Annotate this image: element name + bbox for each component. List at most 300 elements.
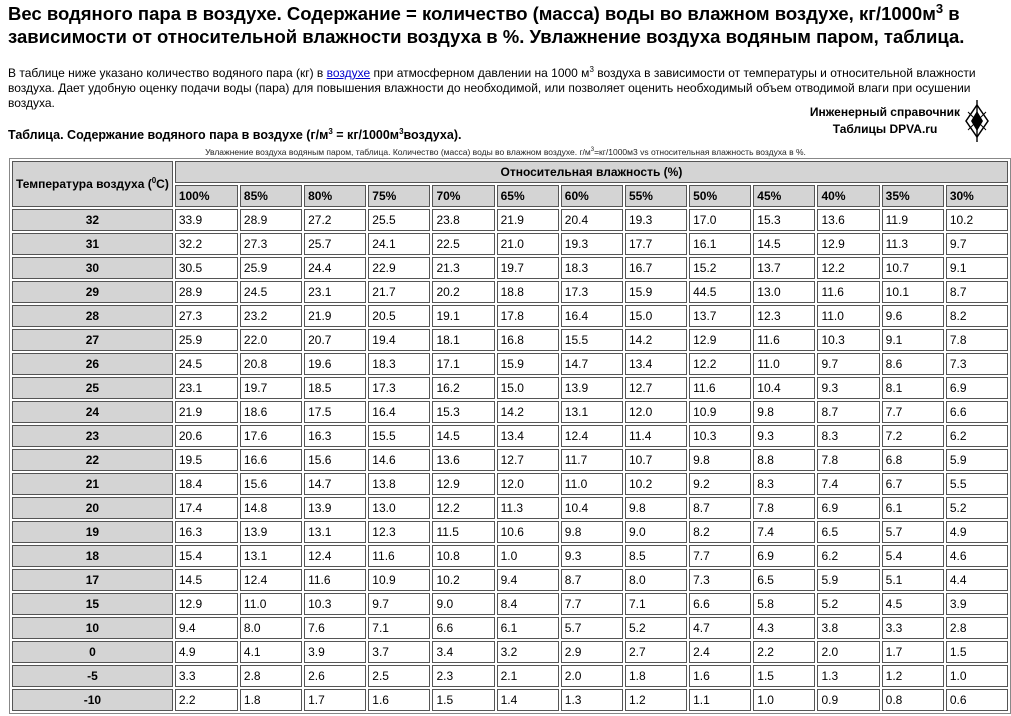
value-cell: 2.2 (753, 641, 815, 663)
value-cell: 16.4 (368, 401, 430, 423)
value-cell: 19.3 (625, 209, 687, 231)
value-cell: 9.8 (689, 449, 751, 471)
value-cell: 10.2 (432, 569, 494, 591)
value-cell: 13.1 (304, 521, 366, 543)
value-cell: 17.4 (175, 497, 238, 519)
value-cell: 10.3 (689, 425, 751, 447)
value-cell: 3.3 (882, 617, 944, 639)
value-cell: 10.6 (497, 521, 559, 543)
value-cell: 17.1 (432, 353, 494, 375)
value-cell: 0.6 (946, 689, 1008, 711)
table-row (12, 449, 1008, 471)
value-cell: 10.4 (753, 377, 815, 399)
value-cell: 13.9 (304, 497, 366, 519)
table-row (12, 281, 1008, 303)
value-cell: 6.1 (882, 497, 944, 519)
value-cell: 12.3 (753, 305, 815, 327)
value-cell: 11.7 (561, 449, 623, 471)
value-cell: 17.3 (368, 377, 430, 399)
value-cell: 16.6 (240, 449, 302, 471)
value-cell: 1.0 (497, 545, 559, 567)
value-cell: 9.6 (882, 305, 944, 327)
value-cell: 11.6 (817, 281, 879, 303)
caption-text-3: воздуха). (403, 128, 462, 142)
temperature-cell: -5 (12, 665, 173, 687)
value-cell: 2.4 (689, 641, 751, 663)
table-row (12, 209, 1008, 231)
air-link[interactable]: воздухе (326, 66, 371, 80)
intro-superscript: 3 (589, 65, 594, 74)
value-cell: 14.2 (497, 401, 559, 423)
value-cell: 14.5 (175, 569, 238, 591)
value-cell: 5.5 (946, 473, 1008, 495)
temperature-header-text: Температура воздуха ( (16, 176, 152, 191)
value-cell: 3.4 (432, 641, 494, 663)
value-cell: 19.3 (561, 233, 623, 255)
humidity-column-header: 40% (817, 185, 879, 207)
value-cell: 9.3 (753, 425, 815, 447)
table-row (12, 353, 1008, 375)
temperature-cell: 30 (12, 257, 173, 279)
caption-text-2: = кг/1000м (332, 128, 400, 142)
table-row (12, 401, 1008, 423)
temperature-cell: 26 (12, 353, 173, 375)
value-cell: 15.6 (304, 449, 366, 471)
value-cell: 7.4 (817, 473, 879, 495)
value-cell: 9.4 (175, 617, 238, 639)
value-cell: 4.1 (240, 641, 302, 663)
value-cell: 13.9 (240, 521, 302, 543)
value-cell: 10.9 (368, 569, 430, 591)
value-cell: 3.3 (175, 665, 238, 687)
value-cell: 6.6 (946, 401, 1008, 423)
value-cell: 11.6 (689, 377, 751, 399)
value-cell: 13.4 (497, 425, 559, 447)
value-cell: 5.9 (946, 449, 1008, 471)
value-cell: 10.8 (432, 545, 494, 567)
value-cell: 25.9 (175, 329, 238, 351)
value-cell: 14.8 (240, 497, 302, 519)
value-cell: 17.7 (625, 233, 687, 255)
value-cell: 23.1 (304, 281, 366, 303)
value-cell: 8.5 (625, 545, 687, 567)
temperature-cell: 19 (12, 521, 173, 543)
value-cell: 9.3 (817, 377, 879, 399)
temperature-cell: 0 (12, 641, 173, 663)
value-cell: 20.8 (240, 353, 302, 375)
value-cell: 5.7 (561, 617, 623, 639)
value-cell: 11.3 (497, 497, 559, 519)
page-title (8, 2, 1008, 48)
temperature-cell: 21 (12, 473, 173, 495)
temperature-cell: 20 (12, 497, 173, 519)
value-cell: 5.2 (625, 617, 687, 639)
value-cell: 12.4 (304, 545, 366, 567)
table-row (12, 593, 1008, 615)
value-cell: 12.0 (497, 473, 559, 495)
value-cell: 10.2 (946, 209, 1008, 231)
value-cell: 10.7 (625, 449, 687, 471)
value-cell: 6.9 (753, 545, 815, 567)
value-cell: 17.5 (304, 401, 366, 423)
table-row (12, 425, 1008, 447)
value-cell: 17.3 (561, 281, 623, 303)
value-cell: 14.7 (561, 353, 623, 375)
value-cell: 5.4 (882, 545, 944, 567)
value-cell: 14.5 (432, 425, 494, 447)
value-cell: 6.6 (432, 617, 494, 639)
value-cell: 24.5 (240, 281, 302, 303)
value-cell: 19.1 (432, 305, 494, 327)
value-cell: 32.2 (175, 233, 238, 255)
value-cell: 1.8 (240, 689, 302, 711)
value-cell: 12.7 (625, 377, 687, 399)
value-cell: 18.6 (240, 401, 302, 423)
value-cell: 1.8 (625, 665, 687, 687)
temperature-cell: 25 (12, 377, 173, 399)
logo-line-2: Таблицы DPVA.ru (832, 122, 938, 136)
value-cell: 1.3 (561, 689, 623, 711)
value-cell: 8.2 (689, 521, 751, 543)
temperature-cell: -10 (12, 689, 173, 711)
value-cell: 17.6 (240, 425, 302, 447)
temperature-cell: 23 (12, 425, 173, 447)
humidity-column-header: 35% (882, 185, 944, 207)
dpva-logo-icon[interactable] (964, 100, 990, 142)
value-cell: 7.7 (882, 401, 944, 423)
title-text-2: в зависимости от относительной влажности воздуха в %. Увлажнение воздуха водяным паром, таблица. (8, 3, 965, 47)
value-cell: 2.1 (497, 665, 559, 687)
subcaption-text-2: =кг/1000м3 vs относительная влажность воздуха в %. (594, 147, 806, 157)
value-cell: 3.7 (368, 641, 430, 663)
value-cell: 24.1 (368, 233, 430, 255)
value-cell: 21.7 (368, 281, 430, 303)
value-cell: 23.1 (175, 377, 238, 399)
value-cell: 15.3 (753, 209, 815, 231)
value-cell: 14.5 (753, 233, 815, 255)
subcaption-text-1: Увлажнение воздуха водяным паром, таблица. Количество (масса) воды во влажном воздухе. г/м (205, 147, 591, 157)
humidity-column-header: 75% (368, 185, 430, 207)
value-cell: 6.5 (817, 521, 879, 543)
value-cell: 13.6 (432, 449, 494, 471)
value-cell: 9.0 (432, 593, 494, 615)
value-cell: 12.3 (368, 521, 430, 543)
humidity-column-header: 85% (240, 185, 302, 207)
table-body (12, 209, 1008, 711)
value-cell: 12.4 (561, 425, 623, 447)
value-cell: 8.3 (817, 425, 879, 447)
value-cell: 8.1 (882, 377, 944, 399)
intro-text-1: В таблице ниже указано количество водяного пара (кг) в (8, 66, 327, 80)
table-header-row (12, 161, 1008, 183)
value-cell: 13.1 (240, 545, 302, 567)
value-cell: 23.8 (432, 209, 494, 231)
value-cell: 9.7 (368, 593, 430, 615)
table-row (12, 665, 1008, 687)
value-cell: 6.9 (946, 377, 1008, 399)
value-cell: 8.7 (561, 569, 623, 591)
value-cell: 1.5 (432, 689, 494, 711)
table-subcaption (0, 147, 1011, 157)
value-cell: 7.8 (817, 449, 879, 471)
intro-text-2: при атмосферном давлении на 1000 м (370, 66, 590, 80)
value-cell: 1.4 (497, 689, 559, 711)
temperature-cell: 15 (12, 593, 173, 615)
value-cell: 14.2 (625, 329, 687, 351)
value-cell: 5.1 (882, 569, 944, 591)
value-cell: 13.8 (368, 473, 430, 495)
value-cell: 11.3 (882, 233, 944, 255)
value-cell: 44.5 (689, 281, 751, 303)
value-cell: 11.0 (817, 305, 879, 327)
value-cell: 10.4 (561, 497, 623, 519)
value-cell: 8.6 (882, 353, 944, 375)
value-cell: 15.0 (625, 305, 687, 327)
temperature-cell: 27 (12, 329, 173, 351)
value-cell: 11.0 (561, 473, 623, 495)
value-cell: 19.6 (304, 353, 366, 375)
value-cell: 9.1 (946, 257, 1008, 279)
value-cell: 2.9 (561, 641, 623, 663)
value-cell: 2.3 (432, 665, 494, 687)
value-cell: 7.6 (304, 617, 366, 639)
intro-text-3: воздуха в зависимости от температуры и относительной влажности воздуха. Дает удобную оценку подачи воды (пара) для повышения влажности до необходимой, или позволяет оценить необходимый объем отводимой влаги при осушении воздуха. (8, 66, 976, 110)
value-cell: 22.9 (368, 257, 430, 279)
value-cell: 15.6 (240, 473, 302, 495)
value-cell: 7.7 (689, 545, 751, 567)
value-cell: 24.5 (175, 353, 238, 375)
table-row (12, 233, 1008, 255)
value-cell: 1.6 (368, 689, 430, 711)
value-cell: 28.9 (175, 281, 238, 303)
value-cell: 16.3 (304, 425, 366, 447)
table-caption (8, 128, 461, 142)
value-cell: 9.7 (817, 353, 879, 375)
value-cell: 8.8 (753, 449, 815, 471)
value-cell: 15.0 (497, 377, 559, 399)
value-cell: 1.0 (946, 665, 1008, 687)
value-cell: 13.9 (561, 377, 623, 399)
value-cell: 2.0 (561, 665, 623, 687)
table-row (12, 473, 1008, 495)
value-cell: 10.2 (625, 473, 687, 495)
humidity-column-header: 30% (946, 185, 1008, 207)
table-row (12, 689, 1008, 711)
value-cell: 7.8 (753, 497, 815, 519)
value-cell: 21.3 (432, 257, 494, 279)
table-row (12, 329, 1008, 351)
value-cell: 14.6 (368, 449, 430, 471)
value-cell: 18.1 (432, 329, 494, 351)
value-cell: 22.5 (432, 233, 494, 255)
value-cell: 19.7 (240, 377, 302, 399)
value-cell: 12.0 (625, 401, 687, 423)
value-cell: 4.5 (882, 593, 944, 615)
value-cell: 10.3 (304, 593, 366, 615)
value-cell: 17.8 (497, 305, 559, 327)
value-cell: 12.9 (817, 233, 879, 255)
value-cell: 33.9 (175, 209, 238, 231)
value-cell: 2.5 (368, 665, 430, 687)
value-cell: 13.0 (753, 281, 815, 303)
value-cell: 18.3 (561, 257, 623, 279)
value-cell: 1.2 (625, 689, 687, 711)
value-cell: 11.0 (240, 593, 302, 615)
reference-logo-text[interactable] (800, 104, 970, 138)
humidity-header: Относительная влажность (%) (175, 161, 1008, 183)
value-cell: 8.4 (497, 593, 559, 615)
value-cell: 2.8 (946, 617, 1008, 639)
value-cell: 8.7 (817, 401, 879, 423)
value-cell: 15.3 (432, 401, 494, 423)
value-cell: 12.7 (497, 449, 559, 471)
value-cell: 11.4 (625, 425, 687, 447)
value-cell: 20.2 (432, 281, 494, 303)
value-cell: 9.2 (689, 473, 751, 495)
value-cell: 16.8 (497, 329, 559, 351)
humidity-column-header: 60% (561, 185, 623, 207)
table-row (12, 305, 1008, 327)
value-cell: 10.9 (689, 401, 751, 423)
value-cell: 13.4 (625, 353, 687, 375)
value-cell: 13.7 (689, 305, 751, 327)
value-cell: 2.6 (304, 665, 366, 687)
humidity-column-header: 45% (753, 185, 815, 207)
value-cell: 19.5 (175, 449, 238, 471)
logo-line-1: Инженерный справочник (809, 105, 961, 119)
value-cell: 15.9 (497, 353, 559, 375)
value-cell: 15.5 (368, 425, 430, 447)
value-cell: 21.9 (304, 305, 366, 327)
value-cell: 25.5 (368, 209, 430, 231)
value-cell: 0.8 (882, 689, 944, 711)
value-cell: 13.1 (561, 401, 623, 423)
value-cell: 13.0 (368, 497, 430, 519)
value-cell: 14.7 (304, 473, 366, 495)
temperature-cell: 29 (12, 281, 173, 303)
value-cell: 23.2 (240, 305, 302, 327)
value-cell: 8.0 (625, 569, 687, 591)
temperature-cell: 10 (12, 617, 173, 639)
value-cell: 4.6 (946, 545, 1008, 567)
value-cell: 9.0 (625, 521, 687, 543)
value-cell: 17.0 (689, 209, 751, 231)
value-cell: 6.5 (753, 569, 815, 591)
value-cell: 12.2 (689, 353, 751, 375)
value-cell: 10.3 (817, 329, 879, 351)
value-cell: 22.0 (240, 329, 302, 351)
value-cell: 6.1 (497, 617, 559, 639)
value-cell: 9.8 (625, 497, 687, 519)
caption-superscript-2: 3 (399, 126, 404, 136)
value-cell: 9.4 (497, 569, 559, 591)
value-cell: 21.0 (497, 233, 559, 255)
value-cell: 25.9 (240, 257, 302, 279)
value-cell: 2.0 (817, 641, 879, 663)
value-cell: 5.8 (753, 593, 815, 615)
value-cell: 11.5 (432, 521, 494, 543)
temperature-cell: 28 (12, 305, 173, 327)
value-cell: 13.7 (753, 257, 815, 279)
value-cell: 16.1 (689, 233, 751, 255)
value-cell: 28.9 (240, 209, 302, 231)
value-cell: 1.5 (753, 665, 815, 687)
value-cell: 12.4 (240, 569, 302, 591)
value-cell: 20.5 (368, 305, 430, 327)
value-cell: 19.4 (368, 329, 430, 351)
value-cell: 1.3 (817, 665, 879, 687)
value-cell: 10.1 (882, 281, 944, 303)
value-cell: 15.4 (175, 545, 238, 567)
value-cell: 2.7 (625, 641, 687, 663)
temperature-cell: 17 (12, 569, 173, 591)
value-cell: 5.7 (882, 521, 944, 543)
value-cell: 7.1 (625, 593, 687, 615)
value-cell: 1.7 (882, 641, 944, 663)
value-cell: 16.3 (175, 521, 238, 543)
value-cell: 0.9 (817, 689, 879, 711)
value-cell: 3.8 (817, 617, 879, 639)
value-cell: 15.9 (625, 281, 687, 303)
value-cell: 18.5 (304, 377, 366, 399)
value-cell: 13.6 (817, 209, 879, 231)
value-cell: 8.0 (240, 617, 302, 639)
value-cell: 7.1 (368, 617, 430, 639)
temperature-cell: 22 (12, 449, 173, 471)
temperature-cell: 18 (12, 545, 173, 567)
value-cell: 18.8 (497, 281, 559, 303)
value-cell: 1.7 (304, 689, 366, 711)
value-cell: 6.2 (817, 545, 879, 567)
title-text-1: Вес водяного пара в воздухе. Содержание = количество (масса) воды во влажном воздухе, кг/1000м (8, 3, 936, 24)
value-cell: 16.7 (625, 257, 687, 279)
value-cell: 4.9 (175, 641, 238, 663)
value-cell: 12.9 (432, 473, 494, 495)
value-cell: 20.6 (175, 425, 238, 447)
value-cell: 7.4 (753, 521, 815, 543)
table-row (12, 617, 1008, 639)
title-superscript: 3 (935, 0, 944, 16)
value-cell: 5.9 (817, 569, 879, 591)
humidity-column-header: 100% (175, 185, 238, 207)
table-row (12, 521, 1008, 543)
table-row (12, 257, 1008, 279)
value-cell: 11.0 (753, 353, 815, 375)
table-row (12, 641, 1008, 663)
value-cell: 9.3 (561, 545, 623, 567)
value-cell: 8.7 (689, 497, 751, 519)
caption-text-1: Таблица. Содержание водяного пара в воздухе (г/м (8, 128, 329, 142)
value-cell: 12.2 (817, 257, 879, 279)
value-cell: 11.6 (304, 569, 366, 591)
table-row (12, 569, 1008, 591)
humidity-column-header: 55% (625, 185, 687, 207)
value-cell: 1.6 (689, 665, 751, 687)
value-cell: 27.2 (304, 209, 366, 231)
value-cell: 6.2 (946, 425, 1008, 447)
value-cell: 2.2 (175, 689, 238, 711)
value-cell: 9.8 (561, 521, 623, 543)
value-cell: 20.7 (304, 329, 366, 351)
value-cell: 27.3 (175, 305, 238, 327)
temperature-cell: 31 (12, 233, 173, 255)
value-cell: 7.7 (561, 593, 623, 615)
value-cell: 6.6 (689, 593, 751, 615)
humidity-column-header: 80% (304, 185, 366, 207)
value-cell: 4.4 (946, 569, 1008, 591)
value-cell: 30.5 (175, 257, 238, 279)
temperature-cell: 24 (12, 401, 173, 423)
